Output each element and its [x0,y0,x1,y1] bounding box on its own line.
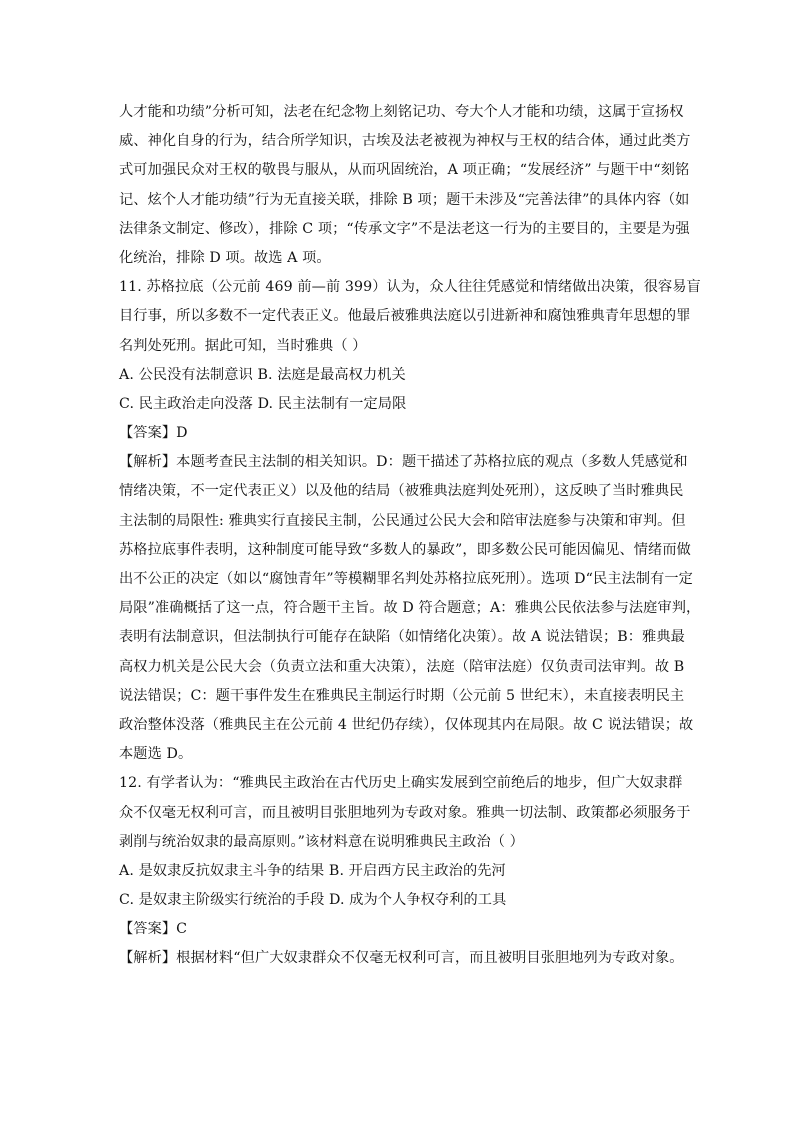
question-11-analysis: 本题选 D。 [119,746,193,763]
question-11-analysis: 说法错误；C：题干事件发生在雅典民主制运行时期（公元前 5 世纪末），未直接表明民主 [119,687,685,704]
text-line: 法律条文制定、修改），排除 C 项；“传承文字”不是法老这一行为的主要目的，主要是为强 [119,220,690,237]
question-11-analysis: 主法制的局限性: 雅典实行直接民主制，公民通过公民大会和陪审法庭参与决策和审判。但 [119,512,686,529]
question-11-analysis: 苏格拉底事件表明，这种制度可能导致“多数人的暴政”，即多数公民可能因偏见、情绪而做 [119,541,691,558]
question-11-options: A. 公民没有法制意识 B. 法庭是最高权力机关 [119,366,406,383]
text-line: 人才能和功绩”分析可知，法老在纪念物上刻铭记功、夸大个人才能和功绩，这属于宣扬权 [119,104,684,120]
question-12-stem: 12. 有学者认为：“雅典民主政治在古代历史上确实发展到空前绝后的地步，但广大奴隶群 [119,775,683,792]
question-12-stem: 众不仅毫无权利可言，而且被明目张胆地列为专政对象。雅典一切法制、政策都必须服务于 [119,804,691,821]
question-12-stem: 剥削与统治奴隶的最高原则。”该材料意在说明雅典民主政治（ ） [119,833,524,850]
question-11-stem: 目行事，所以多数不一定代表正义。他最后被雅典法庭以引进新神和腐蚀雅典青年思想的罪 [119,308,691,325]
text-line: 化统治，排除 D 项。故选 A 项。 [119,249,331,266]
question-11-answer: 【答案】D [119,425,188,442]
text-line: 记、炫个人才能功绩”行为无直接关联，排除 B 项；题干未涉及“完善法律”的具体内容（如 [119,191,690,208]
question-11-analysis: 局限”准确概括了这一点，符合题干主旨。故 D 符合题意；A：雅典公民依法参与法庭审判， [119,600,701,617]
question-11-options: C. 民主政治走向没落 D. 民主法制有一定局限 [119,395,407,412]
question-11-analysis: 高权力机关是公民大会（负责立法和重大决策），法庭（陪审法庭）仅负责司法审判。故 B [119,658,685,675]
question-11-analysis: 政治整体没落（雅典民主在公元前 4 世纪仍存续），仅体现其内在局限。故 C 说法错误；故 [119,716,694,733]
question-11-analysis: 情绪决策，不一定代表正义）以及他的结局（被雅典法庭判处死刑），这反映了当时雅典民 [119,483,684,500]
document-page [119,98,701,974]
question-11-stem: 11. 苏格拉底（公元前 469 前—前 399）认为，众人往往凭感觉和情绪做出决策，很容易盲 [119,279,701,296]
question-11-stem: 名判处死刑。据此可知，当时雅典（ ） [119,337,367,354]
text-line: 式可加强民众对王权的敬畏与服从，从而巩固统治，A 项正确；“发展经济” 与题干中“刻铭 [119,162,690,179]
question-11-analysis: 表明有法制意识，但法制执行可能存在缺陷（如情绪化决策）。故 A 说法错误；B：雅典最 [119,629,685,646]
question-11-analysis: 出不公正的决定（如以“腐蚀青年”等模糊罪名判处苏格拉底死刑）。选项 D“民主法制有一定 [119,571,693,587]
question-11-analysis: 【解析】本题考查民主法制的相关知识。D：题干描述了苏格拉底的观点（多数人凭感觉和 [119,454,688,471]
question-12-options: A. 是奴隶反抗奴隶主斗争的结果 B. 开启西方民主政治的先河 [119,862,506,879]
question-12-analysis: 【解析】根据材料“但广大奴隶群众不仅毫无权利可言，而且被明目张胆地列为专政对象。 [119,950,684,967]
text-line: 威、神化自身的行为，结合所学知识，古埃及法老被视为神权与王权的结合体，通过此类方 [119,133,691,150]
question-12-answer: 【答案】C [119,921,188,938]
question-12-options: C. 是奴隶主阶级实行统治的手段 D. 成为个人争权夺利的工具 [119,892,507,909]
